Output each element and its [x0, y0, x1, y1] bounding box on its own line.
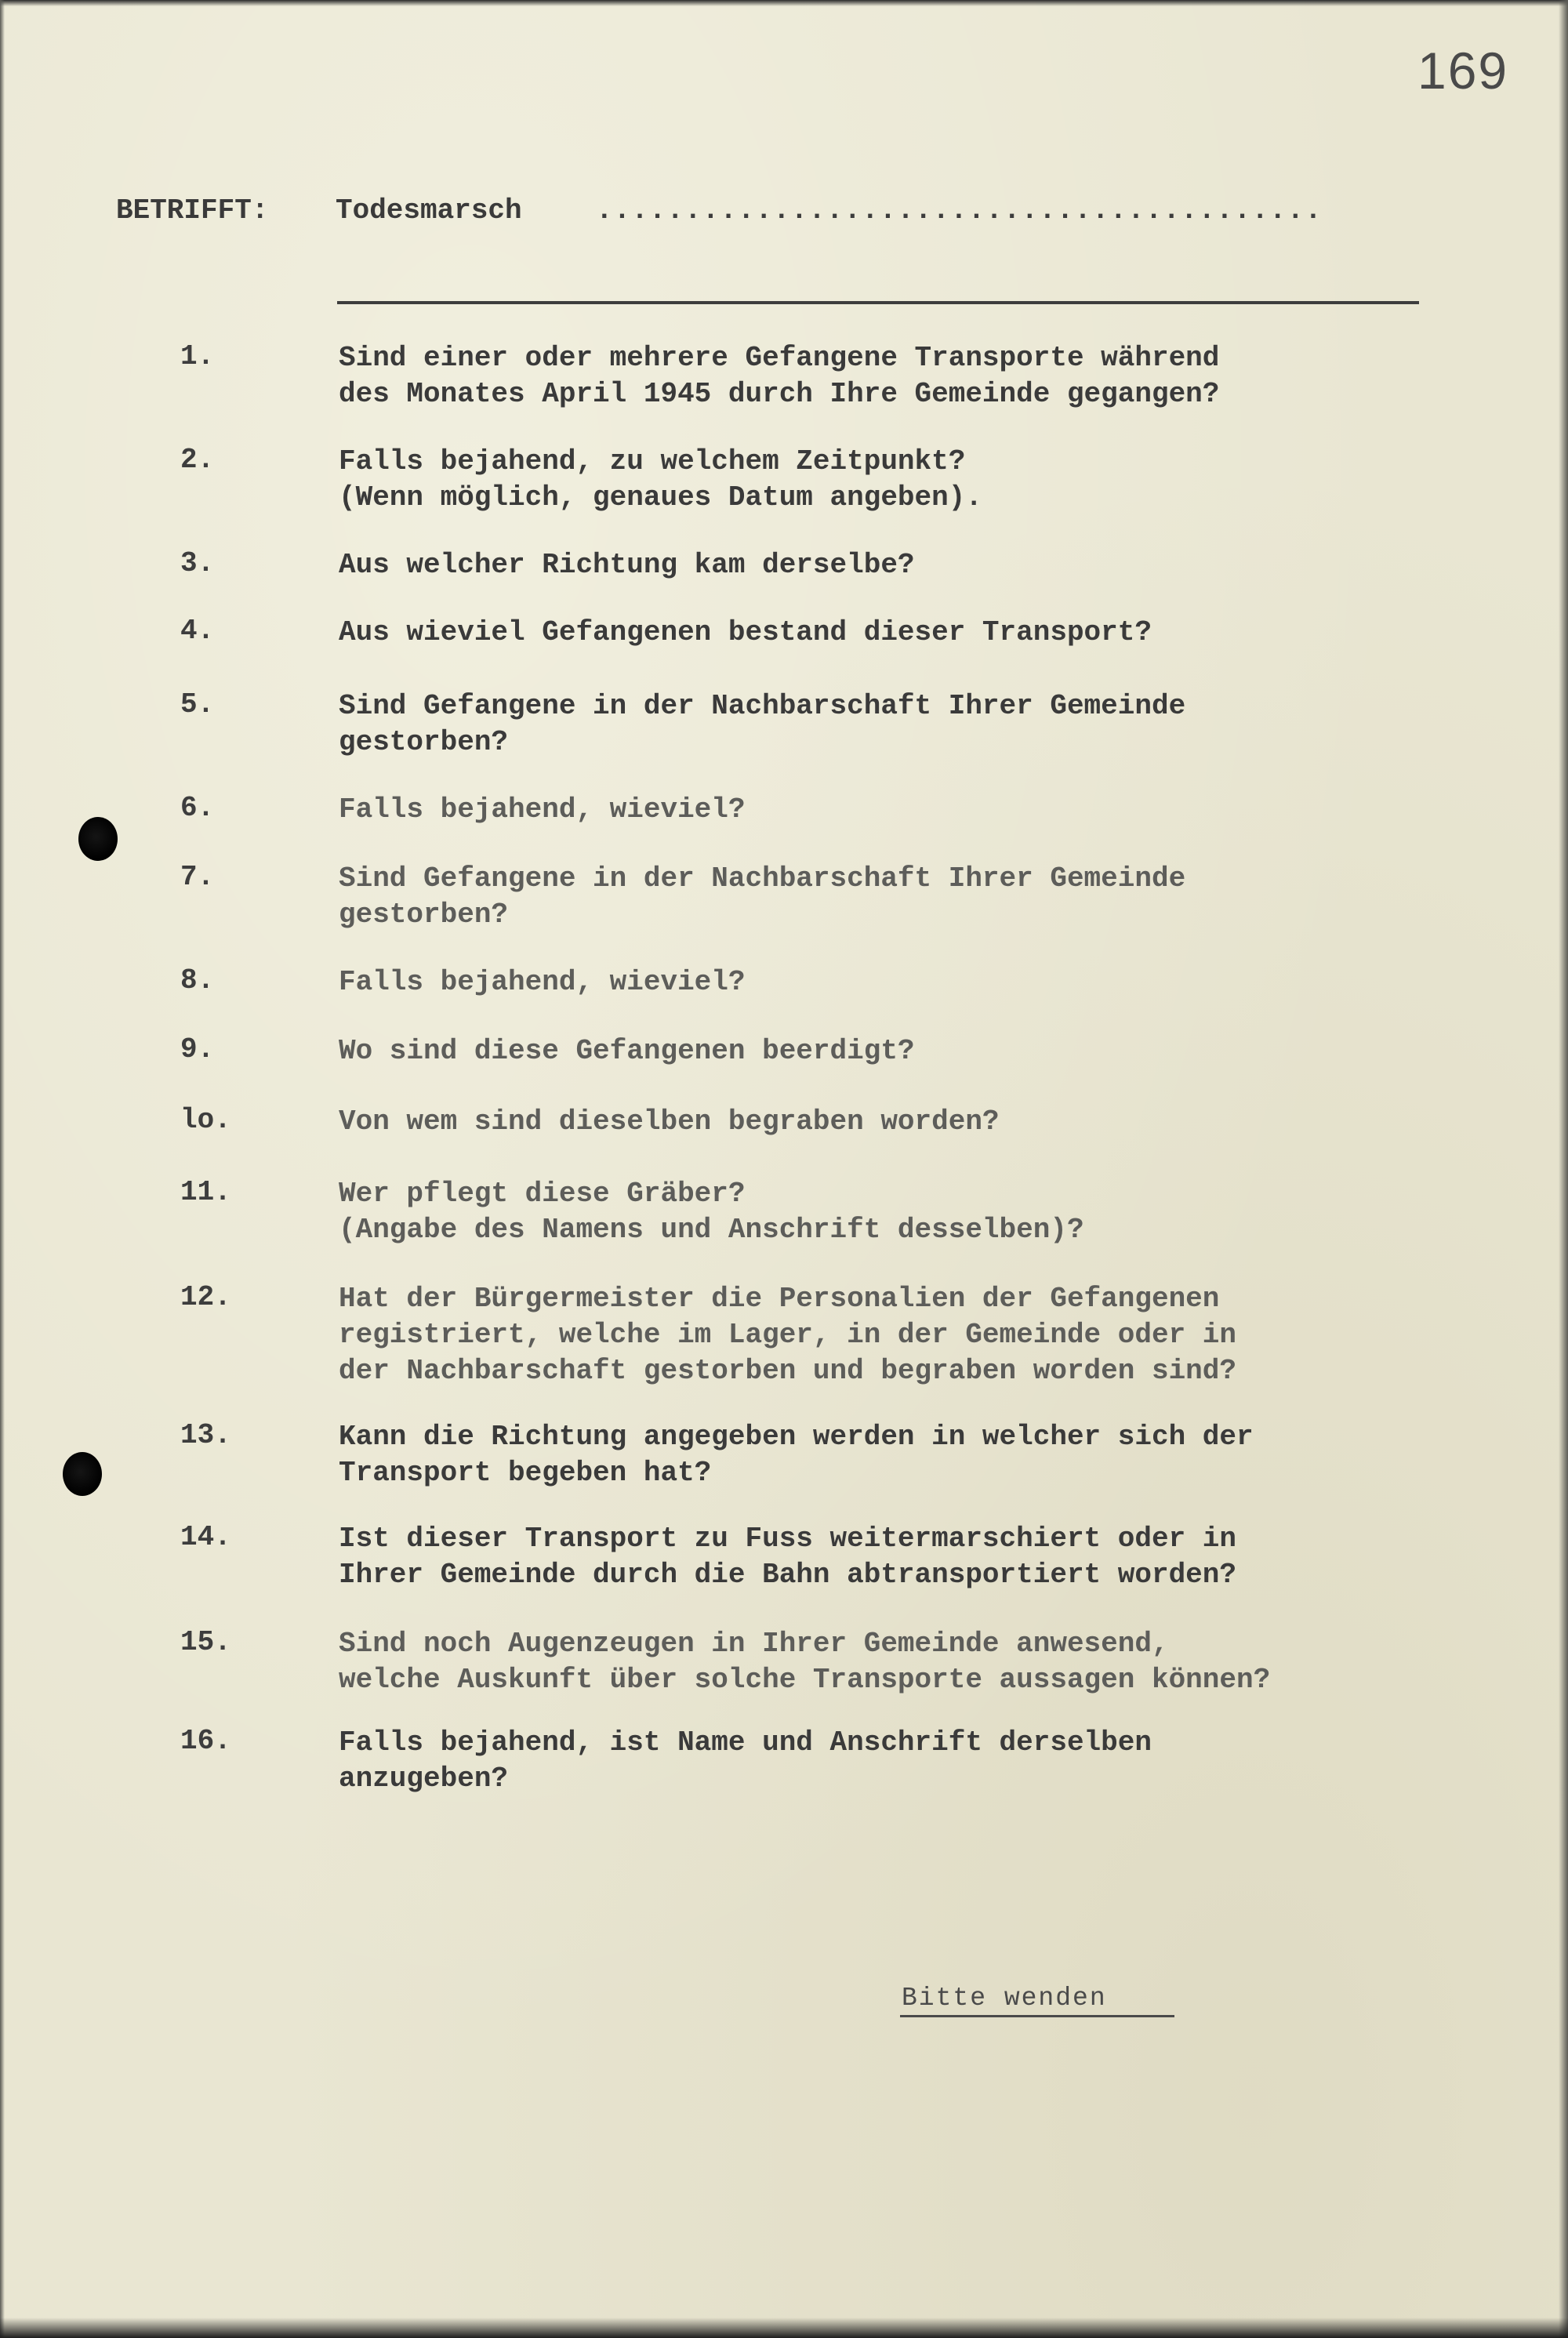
- subject-header: [116, 194, 1417, 227]
- question-number: 6.: [180, 792, 215, 824]
- question-number: 1.: [180, 340, 215, 372]
- turn-over-note: Bitte wenden: [902, 1984, 1107, 2013]
- question-text: Falls bejahend, wieviel?: [339, 966, 746, 998]
- scan-edge-right: [1559, 0, 1568, 2338]
- question-number: 5.: [180, 688, 215, 721]
- question-number: 7.: [180, 861, 215, 893]
- question-text: Falls bejahend, zu welchem Zeitpunkt? (Wenn möglich, genaues Datum angeben).: [339, 445, 982, 514]
- question-text: Sind noch Augenzeugen in Ihrer Gemeinde anwesend, welche Auskunft über solche Transporte aussagen können?: [339, 1628, 1271, 1696]
- question-text: Sind einer oder mehrere Gefangene Transporte während des Monates April 1945 durch Ihre Gemeinde gegangen?: [339, 342, 1220, 410]
- question-number: 9.: [180, 1033, 215, 1066]
- question-text: Aus welcher Richtung kam derselbe?: [339, 549, 915, 581]
- scan-edge-top: [0, 0, 1568, 6]
- question-text: Wer pflegt diese Gräber? (Angabe des Namens und Anschrift desselben)?: [339, 1178, 1084, 1246]
- question-text: Sind Gefangene in der Nachbarschaft Ihrer Gemeinde gestorben?: [339, 690, 1186, 758]
- question-number: 16.: [180, 1725, 231, 1757]
- question-text: Falls bejahend, wieviel?: [339, 793, 746, 826]
- subject-title: Todesmarsch: [336, 194, 522, 227]
- question-text: Sind Gefangene in der Nachbarschaft Ihrer Gemeinde gestorben?: [339, 862, 1186, 931]
- question-number: 4.: [180, 615, 215, 647]
- question-number: 2.: [180, 444, 215, 476]
- question-number: 8.: [180, 964, 215, 997]
- page-number: 169: [1417, 42, 1509, 100]
- question-text: Hat der Bürgermeister die Personalien der Gefangenen registriert, welche im Lager, in der Gemeinde oder in der Nachbarschaft gestorben und begraben worden sind?: [339, 1283, 1236, 1387]
- punch-hole-lower: [63, 1452, 102, 1496]
- question-number: 15.: [180, 1626, 231, 1658]
- question-number: lo.: [180, 1104, 231, 1136]
- question-text: Von wem sind dieselben begraben worden?: [339, 1105, 1000, 1138]
- question-number: 13.: [180, 1419, 231, 1451]
- question-text: Kann die Richtung angegeben werden in welcher sich der Transport begeben hat?: [339, 1421, 1254, 1489]
- scan-edge-bottom: [0, 2318, 1568, 2338]
- question-number: 12.: [180, 1281, 231, 1313]
- turn-over-underline: [900, 2015, 1174, 2017]
- question-text: Ist dieser Transport zu Fuss weitermarschiert oder in Ihrer Gemeinde durch die Bahn abtransportiert worden?: [339, 1523, 1236, 1591]
- question-number: 14.: [180, 1521, 231, 1553]
- subject-label: BETRIFFT:: [116, 194, 269, 227]
- header-rule: [337, 301, 1419, 304]
- question-text: Falls bejahend, ist Name und Anschrift derselben anzugeben?: [339, 1726, 1152, 1795]
- question-text: Aus wieviel Gefangenen bestand dieser Transport?: [339, 616, 1152, 648]
- scan-edge-left: [0, 0, 5, 2338]
- question-number: 3.: [180, 547, 215, 579]
- subject-dot-leader: .........................................: [596, 194, 1323, 227]
- question-number: 11.: [180, 1176, 231, 1208]
- punch-hole-upper: [78, 817, 118, 861]
- question-text: Wo sind diese Gefangenen beerdigt?: [339, 1035, 915, 1067]
